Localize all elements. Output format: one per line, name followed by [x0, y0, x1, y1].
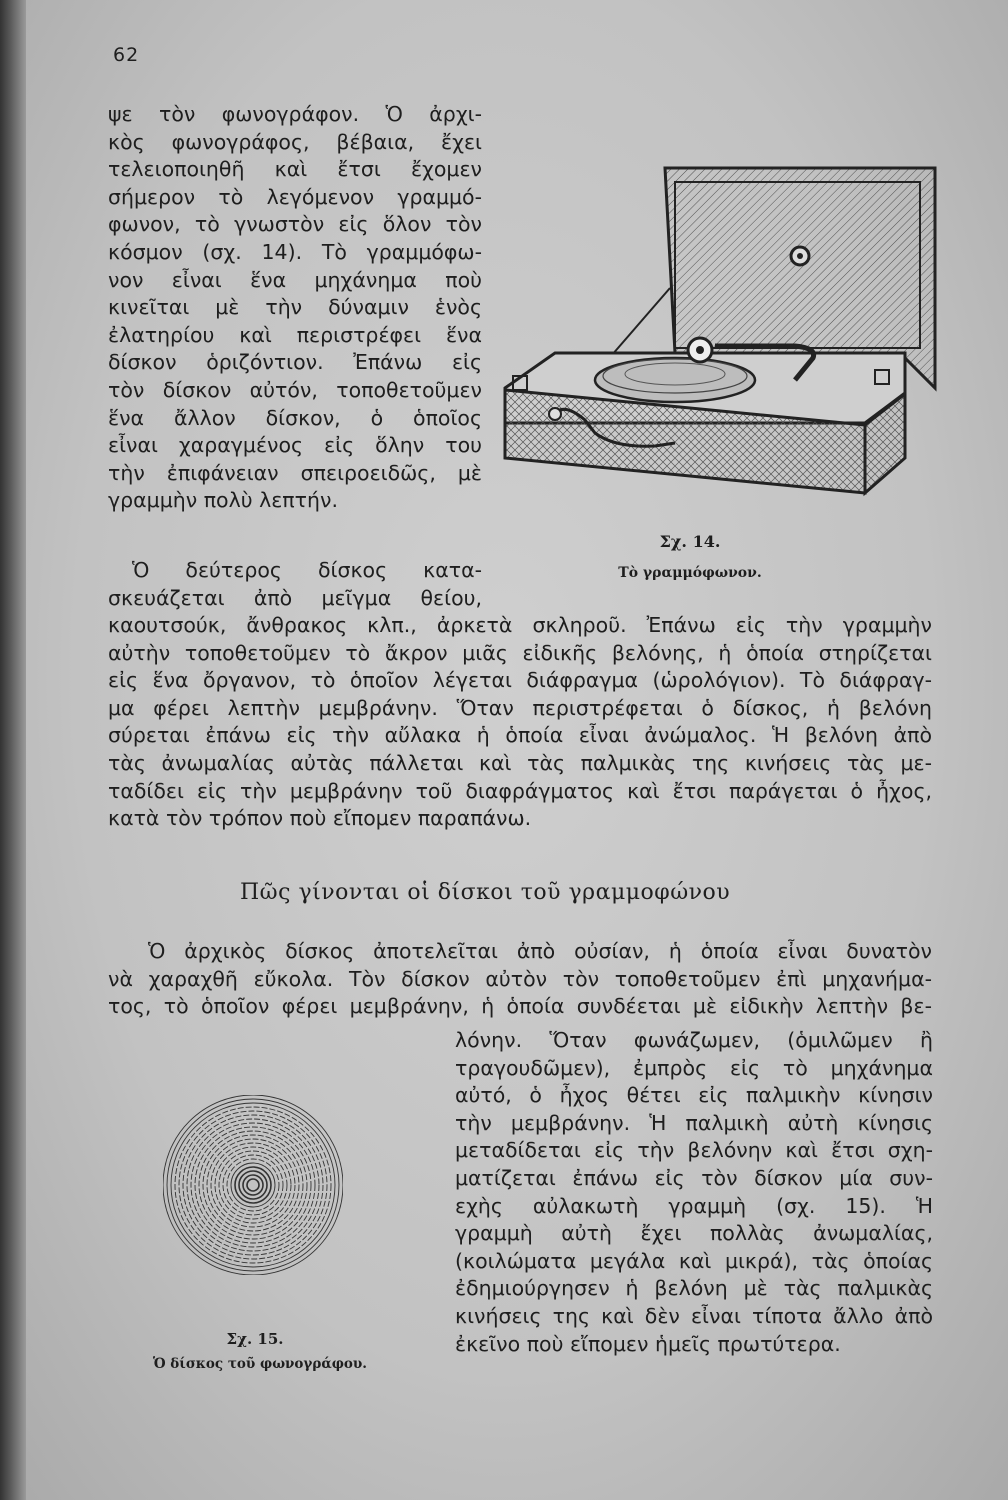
text-line: καουτσούκ, ἄνθρακος κλπ., ἀρκετὰ σκληροῦ. Ἐπάνω εἰς τὴν γραμμὴν: [108, 613, 932, 637]
text-line: τὰς ἀνωμαλίας αὐτὰς πάλλεται καὶ τὰς παλμικὰς της κινήσεις τὰς με-: [108, 750, 932, 775]
figure14-gramophone-illustration: [495, 158, 945, 503]
text-line: μα φέρει λεπτὴν μεμβράνην. Ὅταν περιστρέφεται ὁ δίσκος, ἡ βελόνη: [108, 695, 932, 720]
third-paragraph-narrow: [455, 1027, 933, 1358]
disc-groove: [175, 1107, 331, 1263]
disc-groove: [231, 1163, 275, 1207]
text-line: κὸς φωνογράφος, βέβαια, ἔχει: [108, 129, 482, 154]
text-line: αὐτό, ὁ ἦχος θέτει εἰς παλμικὴν κίνησιν: [455, 1083, 933, 1108]
disc-groove: [211, 1143, 295, 1227]
text-line: σύρεται ἐπάνω εἰς τὴν αὔλακα ἡ ὁποία εἶναι ἀνώμαλος. Ἡ βελόνη ἀπὸ: [108, 723, 932, 748]
disc-groove: [215, 1147, 291, 1223]
text-line: νον εἶναι ἕνα μηχάνημα ποὺ: [108, 267, 482, 292]
disc-groove: [223, 1155, 283, 1215]
figure15-disc-illustration: [163, 1095, 343, 1275]
text-line: ψε τὸν φωνογράφον. Ὁ ἀρχι-: [108, 102, 482, 126]
text-line: τὸν δίσκον αὐτόν, τοποθετοῦμεν: [108, 377, 482, 402]
figure14-caption: Τὸ γραμμόφωνον.: [618, 565, 762, 581]
text-line: σήμερον τὸ λεγόμενον γραμμό-: [108, 184, 482, 209]
disc-groove: [203, 1135, 303, 1235]
text-line: ἕνα ἄλλον δίσκον, ὁ ὁποῖος: [108, 405, 482, 430]
disc-groove: [195, 1127, 311, 1243]
text-line: ἐδημιούργησεν ἡ βελόνη μὲ τὰς παλμικὰς: [455, 1276, 933, 1301]
disc-groove: [171, 1103, 335, 1267]
text-line: νὰ χαραχθῆ εὔκολα. Τὸν δίσκον αὐτὸν τὸν τοποθετοῦμεν ἐπὶ μηχανήμα-: [108, 966, 932, 991]
text-line: γραμμὴ αὐτὴ ἔχει πολλὰς ἀνωμαλίας,: [455, 1221, 933, 1246]
text-line: εχὴς αὐλακωτὴ γραμμὴ (σχ. 15). Ἡ: [455, 1193, 933, 1218]
text-line: Ὁ ἀρχικὸς δίσκος ἀποτελεῖται ἀπὸ οὐσίαν, ἡ ὁποία εἶναι δυνατὸν: [148, 939, 932, 963]
second-paragraph-narrow: [108, 557, 482, 612]
disc-groove: [247, 1179, 259, 1191]
text-line: κατὰ τὸν τρόπον ποὺ εἴπομεν παραπάνω.: [108, 806, 532, 831]
top-paragraph: [108, 101, 482, 515]
text-line: τος, τὸ ὁποῖον φέρει μεμβράνην, ἡ ὁποία συνδέεται μὲ εἰδικὴν λεπτὴν βε-: [108, 994, 932, 1019]
figure14-label: Σχ. 14.: [659, 532, 721, 551]
text-line: τὴν μεμβράνην. Ἡ παλμικὴ αὐτὴ κίνησις: [455, 1110, 933, 1135]
text-line: κινήσεις της καὶ δὲν εἶναι τίποτα ἄλλο ἀπὸ: [455, 1303, 933, 1328]
disc-groove: [207, 1139, 299, 1231]
text-line: τὴν ἐπιφάνειαν σπειροειδῶς, μὲ: [108, 460, 482, 485]
figure15-label: Σχ. 15.: [226, 1330, 284, 1348]
disc-groove: [163, 1095, 343, 1275]
text-line: Ὁ δεύτερος δίσκος κατα-: [132, 558, 482, 582]
text-line: εἰς ἕνα ὄργανον, τὸ ὁποῖον λέγεται διάφραγμα (ὡρολόγιον). Τὸ διάφραγ-: [108, 668, 932, 693]
text-line: τελειοποιηθῆ καὶ ἔτσι ἔχομεν: [108, 157, 482, 182]
text-line: φωνον, τὸ γνωστὸν εἰς ὅλον τὸν: [108, 212, 482, 237]
disc-groove: [183, 1115, 323, 1255]
disc-groove: [219, 1151, 287, 1219]
third-paragraph-wide: [108, 938, 932, 1021]
text-line: ματίζεται ἐπάνω εἰς τὸν δίσκον μία συν-: [455, 1165, 933, 1190]
text-line: ἐκεῖνο ποὺ εἴπομεν ἡμεῖς πρωτύτερα.: [455, 1331, 841, 1356]
text-line: (κοιλώματα μεγάλα καὶ μικρά), τὰς ὁποίας: [455, 1248, 933, 1273]
disc-groove: [191, 1123, 315, 1247]
text-line: κόσμον (σχ. 14). Τὸ γραμμόφω-: [108, 239, 482, 264]
text-line: τραγουδῶμεν), ἐμπρὸς εἰς τὸ μηχάνημα: [455, 1055, 933, 1080]
text-line: εἶναι χαραγμένος εἰς ὅλην του: [108, 433, 482, 458]
text-line: μεταδίδεται εἰς τὴν βελόνην καὶ ἔτσι σχη-: [455, 1138, 933, 1163]
disc-groove: [243, 1175, 263, 1195]
text-line: κινεῖται μὲ τὴν δύναμιν ἑνὸς: [108, 295, 482, 320]
figure15-caption: Ὁ δίσκος τοῦ φωνογράφου.: [152, 1356, 367, 1372]
page-binding-shadow: [0, 0, 26, 1500]
text-line: αὐτὴν τοποθετοῦμεν τὸ ἄκρον μιᾶς εἰδικῆς βελόνης, ἡ ὁποία στηρίζεται: [108, 640, 932, 665]
disc-groove: [235, 1167, 271, 1203]
text-line: λόνην. Ὅταν φωνάζωμεν, (ὁμιλῶμεν ἢ: [455, 1028, 933, 1052]
text-line: σκευάζεται ἀπὸ μεῖγμα θείου,: [108, 585, 482, 610]
page-number: 62: [113, 44, 140, 66]
text-line: ἐλατηρίου καὶ περιστρέφει ἕνα: [108, 322, 482, 347]
second-paragraph-wide: [108, 612, 932, 833]
disc-groove: [179, 1111, 327, 1259]
section-heading: Πῶς γίνονται οἱ δίσκοι τοῦ γραμμοφώνου: [240, 880, 731, 905]
text-line: ταδίδει εἰς τὴν μεμβράνην τοῦ διαφράγματος καὶ ἔτσι παράγεται ὁ ἦχος,: [108, 778, 932, 803]
text-line: δίσκον ὁριζόντιον. Ἐπάνω εἰς: [108, 350, 482, 375]
text-line: γραμμὴν πολὺ λεπτήν.: [108, 488, 338, 513]
disc-groove: [167, 1099, 339, 1271]
